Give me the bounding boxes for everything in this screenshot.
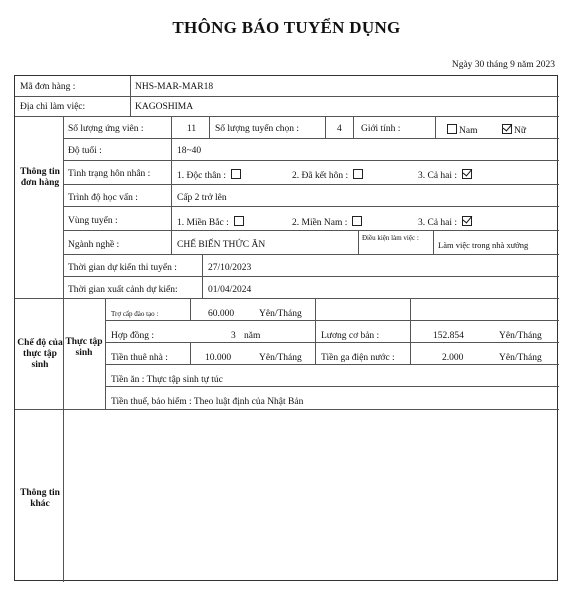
region-south-checkbox[interactable]	[352, 216, 362, 226]
contract-unit: năm	[244, 331, 261, 341]
marital-married-option[interactable]	[292, 169, 363, 182]
marital-married-checkbox[interactable]	[353, 169, 363, 179]
divider	[63, 409, 64, 582]
document-date: Ngày 30 tháng 9 năm 2023	[451, 60, 555, 70]
region-both-checkbox[interactable]	[462, 216, 472, 226]
marital-both-option[interactable]	[418, 169, 472, 182]
other-info-content	[65, 412, 555, 578]
divider	[190, 342, 191, 364]
marital-married-label: 2. Đã kết hôn :	[292, 171, 349, 181]
divider	[63, 254, 559, 255]
industry-value: CHẾ BIẾN THỨC ĂN	[177, 240, 266, 250]
departure-label: Thời gian xuất cảnh dự kiến:	[68, 285, 178, 295]
salary-label: Lương cơ bản :	[321, 331, 380, 341]
region-both-label: 3. Cả hai :	[418, 218, 458, 228]
order-code-label: Mã đơn hàng :	[20, 82, 76, 92]
gender-male-label: Nam	[459, 126, 478, 136]
region-label: Vùng tuyển :	[68, 216, 118, 226]
other-info-section-label: Thông tin khác	[20, 488, 60, 509]
gender-female-checkbox[interactable]	[502, 124, 512, 134]
page-title: THÔNG BÁO TUYỂN DỤNG	[172, 18, 401, 37]
divider	[15, 96, 559, 97]
salary-value: 152.854	[433, 331, 464, 341]
exam-value: 27/10/2023	[208, 263, 252, 273]
divider	[202, 276, 203, 298]
applicants-label: Số lượng ứng viên :	[68, 124, 144, 134]
industry-label: Ngành nghề :	[68, 240, 120, 250]
applicants-value: 11	[187, 124, 197, 134]
condition-label: Điều kiện làm việc :	[362, 234, 419, 242]
divider	[63, 160, 559, 161]
divider	[410, 298, 411, 364]
education-label: Trình độ học vấn :	[68, 193, 138, 203]
utility-value: 2.000	[442, 353, 464, 363]
divider	[202, 254, 203, 276]
divider	[15, 116, 559, 117]
divider	[63, 276, 559, 277]
selected-value: 4	[337, 124, 342, 134]
region-north-label: 1. Miền Bắc :	[177, 218, 229, 228]
gender-male-checkbox[interactable]	[447, 124, 457, 134]
region-north-checkbox[interactable]	[234, 216, 244, 226]
gender-female-option[interactable]	[502, 124, 526, 137]
age-label: Độ tuổi :	[68, 146, 102, 156]
divider	[315, 298, 316, 364]
divider	[358, 230, 359, 254]
selected-label: Số lượng tuyển chọn :	[215, 124, 300, 134]
marital-single-option[interactable]	[177, 169, 241, 182]
tax-note: Tiền thuế, bảo hiểm : Theo luật định của Nhật Bản	[111, 397, 304, 407]
utility-unit: Yên/Tháng	[499, 353, 542, 363]
salary-unit: Yên/Tháng	[499, 331, 542, 341]
education-value: Cấp 2 trở lên	[177, 193, 227, 203]
divider	[209, 116, 210, 138]
marital-single-checkbox[interactable]	[231, 169, 241, 179]
divider	[105, 320, 559, 321]
training-unit: Yên/Tháng	[259, 309, 302, 319]
gender-female-label: Nữ	[514, 126, 527, 136]
order-info-section-label: Thông tin đơn hàng	[20, 167, 60, 188]
age-value: 18~40	[177, 146, 202, 156]
divider	[105, 386, 559, 387]
divider	[433, 230, 434, 254]
address-label: Địa chỉ làm việc:	[20, 102, 86, 112]
region-north-option[interactable]	[177, 216, 244, 229]
divider	[63, 206, 559, 207]
regime-section-label: Chế độ của thực tập sinh	[17, 338, 63, 370]
rent-label: Tiền thuê nhà :	[111, 353, 168, 363]
utility-label: Tiền ga điện nước :	[321, 353, 395, 363]
marital-both-label: 3. Cả hai :	[418, 171, 458, 181]
condition-value: Làm việc trong nhà xưởng	[438, 240, 529, 250]
divider	[325, 116, 326, 138]
food-note: Tiền ăn : Thực tập sinh tự túc	[111, 375, 223, 385]
training-value: 60.000	[208, 309, 235, 319]
gender-male-option[interactable]	[447, 124, 477, 137]
marital-label: Tình trạng hôn nhân :	[68, 169, 151, 179]
divider	[63, 184, 559, 185]
region-south-label: 2. Miền Nam :	[292, 218, 348, 228]
divider	[353, 116, 354, 138]
marital-single-label: 1. Độc thân :	[177, 171, 227, 181]
training-label: Trợ cấp đào tạo :	[111, 310, 159, 318]
address-value: KAGOSHIMA	[135, 102, 194, 112]
divider	[105, 342, 559, 343]
marital-both-checkbox[interactable]	[462, 169, 472, 179]
region-south-option[interactable]	[292, 216, 362, 229]
divider	[63, 230, 559, 231]
divider	[15, 409, 559, 410]
divider	[171, 116, 172, 254]
region-both-option[interactable]	[418, 216, 472, 229]
divider	[105, 298, 106, 409]
rent-value: 10.000	[205, 353, 232, 363]
exam-label: Thời gian dự kiến thi tuyển :	[68, 263, 177, 273]
recruitment-form	[14, 75, 558, 581]
divider	[435, 116, 436, 138]
gender-label: Giới tính :	[361, 124, 401, 134]
contract-label: Hợp đồng :	[111, 331, 155, 341]
departure-value: 01/04/2024	[208, 285, 252, 295]
order-code-value: NHS-MAR-MAR18	[135, 82, 214, 92]
divider	[190, 298, 191, 320]
divider	[63, 138, 559, 139]
rent-unit: Yên/Tháng	[259, 353, 302, 363]
regime-sub-label: Thực tập sinh	[65, 337, 103, 358]
divider	[15, 298, 559, 299]
contract-value: 3	[231, 331, 236, 341]
divider	[105, 364, 559, 365]
